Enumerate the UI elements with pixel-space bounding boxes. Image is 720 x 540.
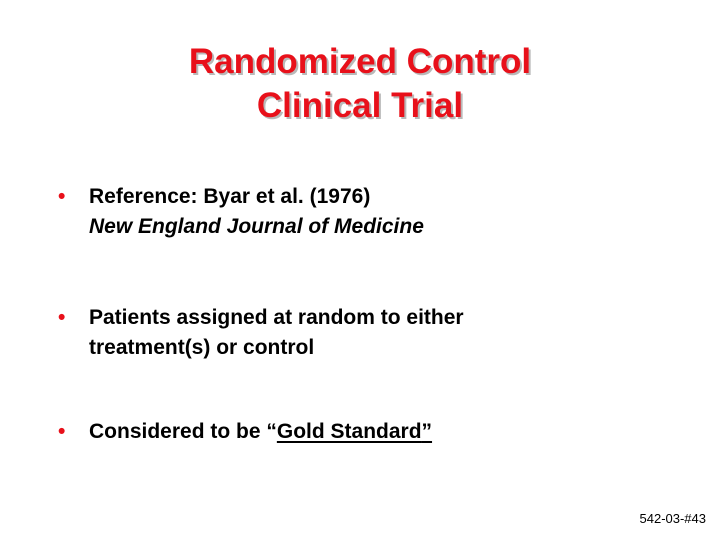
- gold-standard-emphasis: Gold Standard: [276, 420, 422, 443]
- bullet-text: [89, 303, 678, 363]
- bullet-line: Reference: Byar et al. (1976): [89, 185, 371, 208]
- bullet-line: Patients assigned at random to either: [89, 306, 464, 329]
- bullet-suffix: ”: [421, 420, 433, 443]
- slide-footer-id: 542-03-#43: [639, 511, 706, 526]
- title-line-1: Randomized Control: [188, 42, 532, 81]
- bullet-dot-icon: •: [58, 306, 66, 329]
- bullet-reference: [58, 182, 678, 242]
- title-line-2: Clinical Trial: [256, 86, 464, 125]
- bullet-text: [89, 417, 678, 447]
- bullet-random-assignment: [58, 303, 678, 363]
- bullet-dot-icon: •: [58, 420, 66, 443]
- journal-name: New England Journal of Medicine: [89, 215, 424, 238]
- bullet-line: [89, 417, 678, 447]
- bullet-prefix: Considered to be “: [89, 420, 277, 443]
- bullet-line: treatment(s) or control: [89, 336, 315, 359]
- slide-title: [0, 40, 720, 128]
- bullet-gold-standard: [58, 417, 678, 447]
- bullet-dot-icon: •: [58, 185, 66, 208]
- bullet-text: [89, 182, 678, 242]
